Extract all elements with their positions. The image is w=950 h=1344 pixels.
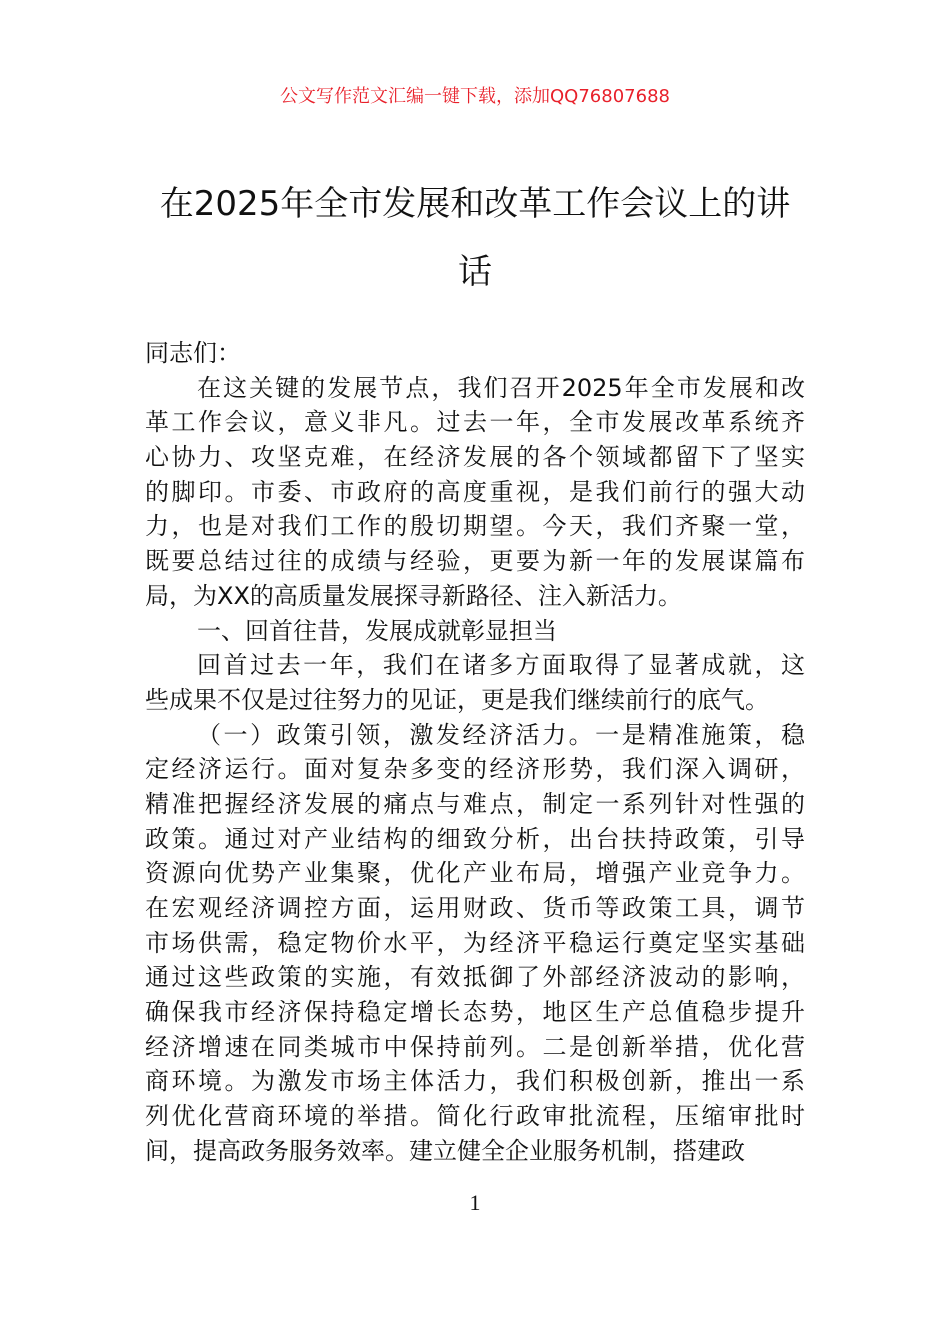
text-line: 在宏观经济调控方面，运用财政、货币等政策工具，调节 xyxy=(145,894,805,922)
section-heading xyxy=(145,614,805,649)
text-line: 列优化营商环境的举措。简化行政审批流程，压缩审批时 xyxy=(145,1102,805,1131)
text-line: 精准把握经济发展的痛点与难点，制定一系列针对性强的 xyxy=(145,789,805,818)
text-line: 定经济运行。面对复杂多变的经济形势，我们深入调研， xyxy=(145,755,805,784)
title-line: 在2025年全市发展和改革工作会议上的讲 xyxy=(159,184,791,224)
paragraph xyxy=(145,718,805,1169)
text-line: 确保我市经济保持稳定增长态势，地区生产总值稳步提升 xyxy=(145,998,805,1027)
text-line: 资源向优势产业集聚，优化产业布局，增强产业竞争力。 xyxy=(145,859,805,888)
text-line: （一）政策引领，激发经济活力。一是精准施策，稳 xyxy=(197,720,805,749)
promo-header: 公文写作范文汇编一键下载，添加QQ76807688 xyxy=(280,86,670,107)
text-line: 一、回首往昔，发展成就彰显担当 xyxy=(197,616,557,645)
text-line: 力，也是对我们工作的殷切期望。今天，我们齐聚一堂， xyxy=(145,512,805,541)
text-line: 回首过去一年，我们在诸多方面取得了显著成就，这 xyxy=(197,651,805,680)
text-line: 间，提高政务服务效率。建立健全企业服务机制，搭建政 xyxy=(145,1136,745,1165)
text-line: 通过这些政策的实施，有效抵御了外部经济波动的影响， xyxy=(145,963,805,992)
document-body xyxy=(145,336,805,1169)
text-line: 既要总结过往的成绩与经验，更要为新一年的发展谋篇布 xyxy=(145,547,805,576)
salutation xyxy=(145,336,805,371)
text-line: 市场供需，稳定物价水平，为经济平稳运行奠定坚实基础 xyxy=(145,928,805,957)
document-title xyxy=(140,170,810,306)
page-number: 1 xyxy=(469,1190,481,1215)
text-line: 经济增速在同类城市中保持前列。二是创新举措，优化营 xyxy=(145,1032,805,1061)
text-line: 同志们： xyxy=(145,339,241,367)
text-line: 心协力、攻坚克难，在经济发展的各个领域都留下了坚实 xyxy=(145,443,805,472)
text-line: 些成果不仅是过往努力的见证，更是我们继续前行的底气。 xyxy=(145,685,769,714)
text-line: 商环境。为激发市场主体活力，我们积极创新，推出一系 xyxy=(145,1067,805,1096)
text-line: 局，为XX的高质量发展探寻新路径、注入新活力。 xyxy=(145,581,682,610)
paragraph xyxy=(145,648,805,717)
text-line: 的脚印。市委、市政府的高度重视，是我们前行的强大动 xyxy=(145,477,805,506)
text-line: 革工作会议，意义非凡。过去一年，全市发展改革系统齐 xyxy=(145,408,805,437)
text-line: 政策。通过对产业结构的细致分析，出台扶持政策，引导 xyxy=(145,824,805,853)
title-line: 话 xyxy=(458,252,492,292)
text-line: 在这关键的发展节点，我们召开2025年全市发展和改 xyxy=(197,373,805,402)
paragraph xyxy=(145,371,805,614)
